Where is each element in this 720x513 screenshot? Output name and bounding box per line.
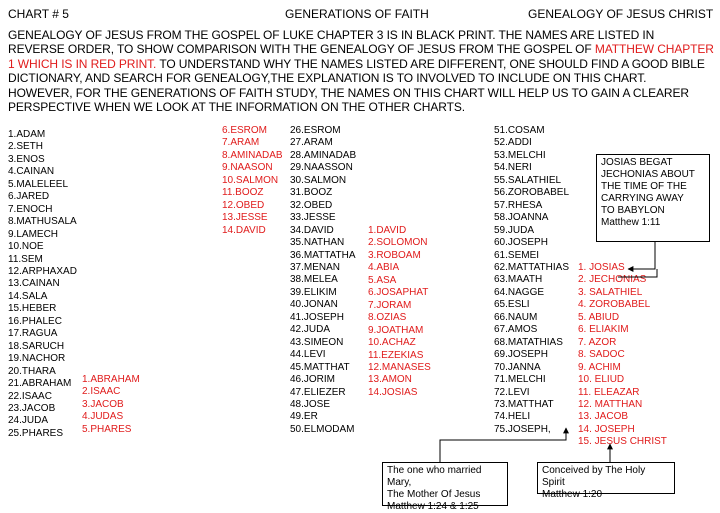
list-item: 37.MENAN — [290, 261, 341, 273]
list-item: 2.ISAAC — [82, 386, 121, 398]
list-item: 68.MATATHIAS — [494, 336, 563, 348]
list-item: 47.ELIEZER — [290, 386, 346, 398]
list-item: 22.ISAAC — [8, 390, 52, 402]
chart-number: CHART # 5 — [8, 7, 69, 21]
list-item: 74.HELI — [494, 411, 531, 423]
list-item: 10.ACHAZ — [368, 337, 416, 349]
list-item: 31.BOOZ — [290, 187, 333, 199]
list-item: 70.JANNA — [494, 361, 541, 373]
list-item: 14.JOSIAS — [368, 386, 418, 398]
list-item: Matthew 1:20 — [542, 489, 603, 500]
list-item: 8.MATHUSALA — [8, 216, 77, 228]
list-item: 15.HEBER — [8, 303, 57, 315]
list-item: 72.LEVI — [494, 386, 530, 398]
list-item: 13. JACOB — [578, 411, 629, 423]
list-item: 8. SADOC — [578, 349, 625, 361]
list-item: 9. ACHIM — [578, 361, 621, 373]
list-item: 4.CAINAN — [8, 166, 55, 178]
luke-list-3 — [494, 125, 569, 436]
list-item: 13.JESSE — [222, 212, 268, 224]
list-item: 12.MANASES — [368, 361, 431, 373]
list-item: 50.ELMODAM — [290, 423, 355, 435]
intro-text-2: TO UNDERSTAND WHY THE NAMES LISTED ARE DIFFERENT, ONE SHOULD FIND A GOOD BIBLE DICTIONARY, AND SEARCH FOR GENEALOGY,THE EXPLANATION IS TO INVOLVED TO INCLUDE ON THIS CHART. HOWEVER, FOR THE GENERATIONS OF FAITH STUDY, THE NAMES ON THIS CHART WILL HELP US TO GAIN A CLEARER PERSPECTIVE WHEN WE LOOK AT THE INFORMATION ON THE OTHER CHARTS. — [8, 56, 705, 115]
list-item: 9.NAASON — [222, 162, 273, 174]
list-item: 67.AMOS — [494, 324, 538, 336]
list-item: 40.JONAN — [290, 299, 338, 311]
list-item: CARRYING AWAY — [601, 193, 684, 204]
list-item: 5.PHARES — [82, 423, 132, 435]
list-item: 66.NAUM — [494, 311, 538, 323]
list-item: 1.ABRAHAM — [82, 374, 140, 385]
list-item: 27.ARAM — [290, 137, 333, 149]
list-item: 8.AMINADAB — [222, 149, 283, 161]
list-item: 7.JORAM — [368, 299, 412, 311]
list-item: 61.SEMEI — [494, 249, 540, 261]
list-item: 51.COSAM — [494, 125, 545, 136]
luke-list-2 — [290, 125, 356, 436]
matthew-list-2 — [222, 125, 283, 237]
list-item: 11. ELEAZAR — [578, 386, 640, 398]
list-item: 43.SIMEON — [290, 336, 344, 348]
list-item: 2. JECHONIAS — [578, 274, 647, 286]
intro-paragraph — [8, 28, 714, 114]
list-item: 4. ZOROBABEL — [578, 299, 651, 311]
list-item: JECHONIAS ABOUT — [601, 169, 695, 180]
luke-list-1 — [8, 129, 77, 440]
list-item: The one who married Mary, — [387, 465, 482, 488]
list-item: 26.ESROM — [290, 125, 341, 136]
list-item: 3.ROBOAM — [368, 249, 421, 261]
list-item: 19.NACHOR — [8, 353, 66, 365]
list-item: 6.ESROM — [222, 125, 268, 136]
chart-subject: GENEALOGY OF JESUS CHRIST — [528, 7, 714, 21]
list-item: 41.JOSEPH — [290, 311, 344, 323]
list-item: 21.ABRAHAM — [8, 378, 72, 390]
list-item: 9.LAMECH — [8, 228, 59, 240]
list-item: Conceived by The Holy Spirit — [542, 465, 646, 488]
list-item: Matthew 1:24 & 1:25 — [387, 501, 479, 512]
chart-title: GENERATIONS OF FAITH — [285, 7, 429, 21]
list-item: 69.JOSEPH — [494, 349, 548, 361]
list-item: 29.NAASSON — [290, 162, 353, 174]
list-item: 71.MELCHI — [494, 374, 546, 386]
list-item: 33.JESSE — [290, 212, 336, 224]
list-item: 48.JOSE — [290, 398, 331, 410]
list-item: 4.ABIA — [368, 262, 400, 274]
list-item: TO BABYLON — [601, 205, 665, 216]
list-item: 56.ZOROBABEL — [494, 187, 570, 199]
list-item: 20.THARA — [8, 365, 56, 377]
list-item: 9.JOATHAM — [368, 324, 424, 336]
list-item: 10. ELIUD — [578, 374, 625, 386]
list-item: The Mother Of Jesus — [387, 489, 481, 500]
list-item: 6. ELIAKIM — [578, 324, 629, 336]
list-item: 17.RAGUA — [8, 328, 58, 340]
list-item: JOSIAS BEGAT — [601, 157, 673, 168]
list-item: 34.DAVID — [290, 224, 334, 236]
list-item: 3. SALATHIEL — [578, 286, 643, 298]
intro-text-1: GENEALOGY OF JESUS FROM THE GOSPEL OF LUKE CHAPTER 3 IS IN BLACK PRINT. THE NAMES ARE LISTED IN REVERSE ORDER, TO SHOW COMPARISON WITH THE GENEALOGY OF JESUS FROM THE GOSPEL OF — [8, 28, 655, 57]
list-item: 38.MELEA — [290, 274, 338, 286]
note-holy-spirit — [537, 462, 675, 500]
list-item: 3.JACOB — [82, 398, 124, 410]
list-item: 5.ASA — [368, 274, 397, 286]
list-item: 58.JOANNA — [494, 212, 549, 224]
list-item: 10.NOE — [8, 241, 44, 253]
list-item: 8.OZIAS — [368, 312, 407, 324]
list-item: 1.ADAM — [8, 129, 46, 140]
list-item: 57.RHESA — [494, 199, 543, 211]
list-item: 14. JOSEPH — [578, 423, 635, 435]
list-item: 2.SETH — [8, 141, 44, 153]
list-item: 30.SALMON — [290, 174, 347, 186]
list-item: 60.JOSEPH — [494, 237, 548, 249]
list-item: 14.DAVID — [222, 224, 266, 236]
list-item: 18.SARUCH — [8, 340, 65, 352]
list-item: 4.JUDAS — [82, 411, 124, 423]
list-item: 12.OBED — [222, 199, 265, 211]
list-item: 62.MATTATHIAS — [494, 261, 570, 273]
list-item: 59.JUDA — [494, 224, 535, 236]
list-item: 12. MATTHAN — [578, 398, 643, 410]
list-item: 3.ENOS — [8, 153, 45, 165]
note-josias — [596, 154, 710, 242]
list-item: 28.AMINADAB — [290, 149, 357, 161]
list-item: 49.ER — [290, 411, 318, 423]
list-item: 1. JOSIAS — [578, 262, 625, 273]
list-item: 53.MELCHI — [494, 149, 546, 161]
list-item: 54.NERI — [494, 162, 532, 174]
list-item: 65.ESLI — [494, 299, 530, 311]
list-item: 14.SALA — [8, 290, 48, 302]
list-item: 13.AMON — [368, 374, 412, 386]
list-item: 16.PHALEC — [8, 315, 62, 327]
list-item: 7.ARAM — [222, 137, 260, 149]
list-item: 10.SALMON — [222, 174, 279, 186]
list-item: 39.ELIKIM — [290, 286, 337, 298]
list-item: 25.PHARES — [8, 427, 64, 439]
list-item: 46.JORIM — [290, 374, 336, 386]
list-item: 11.BOOZ — [222, 187, 264, 199]
list-item: 5. ABIUD — [578, 311, 620, 323]
list-item: 24.JUDA — [8, 415, 49, 427]
list-item: 1.DAVID — [368, 225, 407, 236]
list-item: 64.NAGGE — [494, 286, 545, 298]
list-item: 2.SOLOMON — [368, 237, 428, 249]
list-item: 73.MATTHAT — [494, 398, 554, 410]
list-item: THE TIME OF THE — [601, 181, 687, 192]
list-item: 35.NATHAN — [290, 237, 345, 249]
list-item: 42.JUDA — [290, 324, 331, 336]
list-item: 11.EZEKIAS — [368, 349, 424, 361]
list-item: 32.OBED — [290, 199, 333, 211]
matthew-list-4 — [578, 262, 667, 449]
list-item: 52.ADDI — [494, 137, 532, 149]
list-item: 5.MALELEEL — [8, 178, 69, 190]
list-item: 44.LEVI — [290, 349, 326, 361]
list-item: 7.ENOCH — [8, 203, 53, 215]
list-item: 15. JESUS CHRIST — [578, 436, 667, 448]
list-item: 6.JARED — [8, 191, 50, 203]
list-item: 63.MAATH — [494, 274, 543, 286]
matthew-list-1 — [82, 374, 140, 436]
list-item: Matthew 1:11 — [601, 217, 661, 228]
note-married-mary — [382, 462, 508, 512]
intro-text-red: MATTHEW CHAPTER 1 WHICH IS IN RED PRINT. — [8, 42, 714, 71]
list-item: 45.MATTHAT — [290, 361, 350, 373]
list-item: 13.CAINAN — [8, 278, 60, 290]
list-item: 11.SEM — [8, 253, 43, 265]
list-item: 23.JACOB — [8, 402, 56, 414]
list-item: 7. AZOR — [578, 336, 617, 348]
list-item: 36.MATTATHA — [290, 249, 356, 261]
list-item: 55.SALATHIEL — [494, 174, 562, 186]
list-item: 6.JOSAPHAT — [368, 287, 429, 299]
matthew-list-3 — [368, 225, 431, 399]
list-item: 12.ARPHAXAD — [8, 265, 77, 277]
list-item: 75.JOSEPH, — [494, 423, 551, 435]
